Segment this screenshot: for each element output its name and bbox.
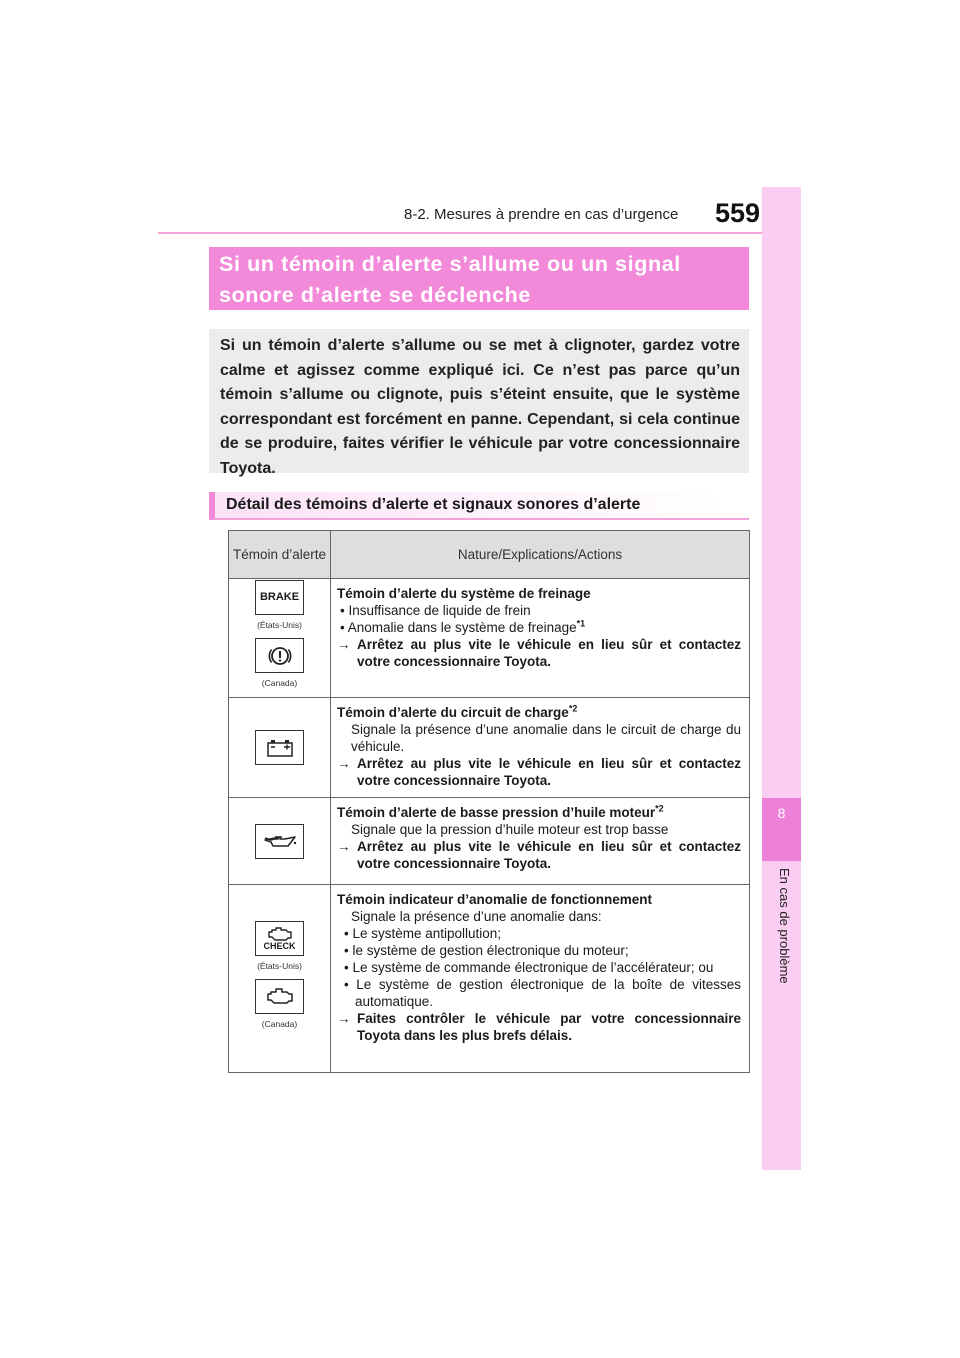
section-title: 8-2. Mesures à prendre en cas d’urgence — [404, 206, 679, 223]
footnote-ref: *2 — [655, 803, 664, 814]
action-text: → Arrêtez au plus vite le véhicule en lieu sûr et contactez votre concessionnaire Toyota. — [337, 637, 741, 669]
table-header-row — [229, 531, 750, 579]
action-text: → Arrêtez au plus vite le véhicule en lieu sûr et contactez votre concessionnaire Toyota. — [337, 756, 741, 788]
light-description: Signale la présence d’une anomalie dans le circuit de charge du véhicule. — [351, 722, 741, 754]
brake-text-icon: BRAKE — [255, 580, 304, 615]
col-header-nature: Nature/Explications/Actions — [331, 531, 750, 579]
table-row — [229, 885, 750, 1073]
battery-icon — [255, 730, 304, 765]
caption-canada: (Canada) — [261, 1018, 298, 1029]
light-description: Signale la présence d’une anomalie dans: — [351, 909, 602, 924]
light-title: Témoin d’alerte du circuit de charge$^{*2}$ — [337, 703, 578, 720]
nature-cell — [331, 798, 750, 885]
chapter-title: En cas de problème — [777, 868, 792, 984]
warning-light-table — [228, 530, 750, 1073]
engine-check-icon — [255, 921, 304, 956]
light-title: Témoin d’alerte de basse pression d’huile moteur$^{*2}$ — [337, 803, 664, 820]
footnote-ref: *1 — [576, 618, 586, 629]
footnote-ref: *2 — [568, 703, 578, 714]
list-item: • Insuffisance de liquide de frein — [340, 603, 531, 618]
caption-us: (États-Unis) — [257, 960, 302, 971]
list-item: • Le système de gestion électronique de la boîte de vitesses automatique. — [344, 977, 742, 1009]
chapter-number: 8 — [762, 798, 801, 861]
table-row — [229, 798, 750, 885]
intro-paragraph: Si un témoin d’alerte s’allume ou se met à clignoter, gardez votre calme et agissez comme expliqué ici. Ce n’est pas parce qu’un témoin s’allume ou clignote, puis s’éteint ensuite, que le système correspondant est forcément en panne. Cependant, si cela continue de se produire, faites vérifier le véhicule par votre concessionnaire Toyota. — [209, 329, 749, 473]
list-item: • Le système antipollution; — [344, 926, 502, 941]
table-row — [229, 698, 750, 798]
header-rule — [158, 232, 800, 234]
light-title: Témoin indicateur d’anomalie de fonctionnement — [337, 892, 653, 907]
action-text: → Faites contrôler le véhicule par votre concessionnaire Toyota dans les plus brefs délais. — [337, 1011, 741, 1043]
arrow-icon: → — [337, 756, 351, 771]
list-item: • Le système de commande électronique de l’accélérateur; ou — [344, 960, 714, 975]
nature-cell — [331, 698, 750, 798]
table-row — [229, 579, 750, 698]
arrow-icon: → — [337, 637, 351, 652]
arrow-icon: → — [337, 1011, 351, 1026]
page-number: 559 — [715, 198, 761, 228]
light-title: Témoin d’alerte du système de freinage — [337, 586, 591, 601]
col-header-light: Témoin d’alerte — [229, 531, 331, 579]
light-cell — [229, 579, 331, 698]
oil-can-icon — [255, 824, 304, 859]
action-text: → Arrêtez au plus vite le véhicule en lieu sûr et contactez votre concessionnaire Toyota. — [337, 839, 741, 871]
brake-circle-icon — [255, 638, 304, 673]
check-label: CHECK — [263, 940, 296, 951]
list-item: • Anomalie dans le système de freinage$^{*1}$ — [340, 618, 586, 635]
engine-icon — [255, 979, 304, 1014]
nature-cell — [331, 885, 750, 1073]
nature-cell — [331, 579, 750, 698]
page-title: Si un témoin d’alerte s’allume ou un signal sonore d’alerte se déclenche — [209, 247, 749, 310]
chapter-side-tab — [762, 187, 801, 1170]
list-item: • le système de gestion électronique du moteur; — [344, 943, 629, 958]
subsection-heading: Détail des témoins d’alerte et signaux sonores d’alerte — [209, 492, 749, 520]
light-cell — [229, 885, 331, 1073]
arrow-icon: → — [337, 839, 351, 854]
light-cell — [229, 698, 331, 798]
light-cell — [229, 798, 331, 885]
caption-canada: (Canada) — [261, 678, 298, 688]
light-description: Signale que la pression d’huile moteur est trop basse — [351, 822, 669, 837]
caption-us: (États-Unis) — [257, 620, 302, 630]
